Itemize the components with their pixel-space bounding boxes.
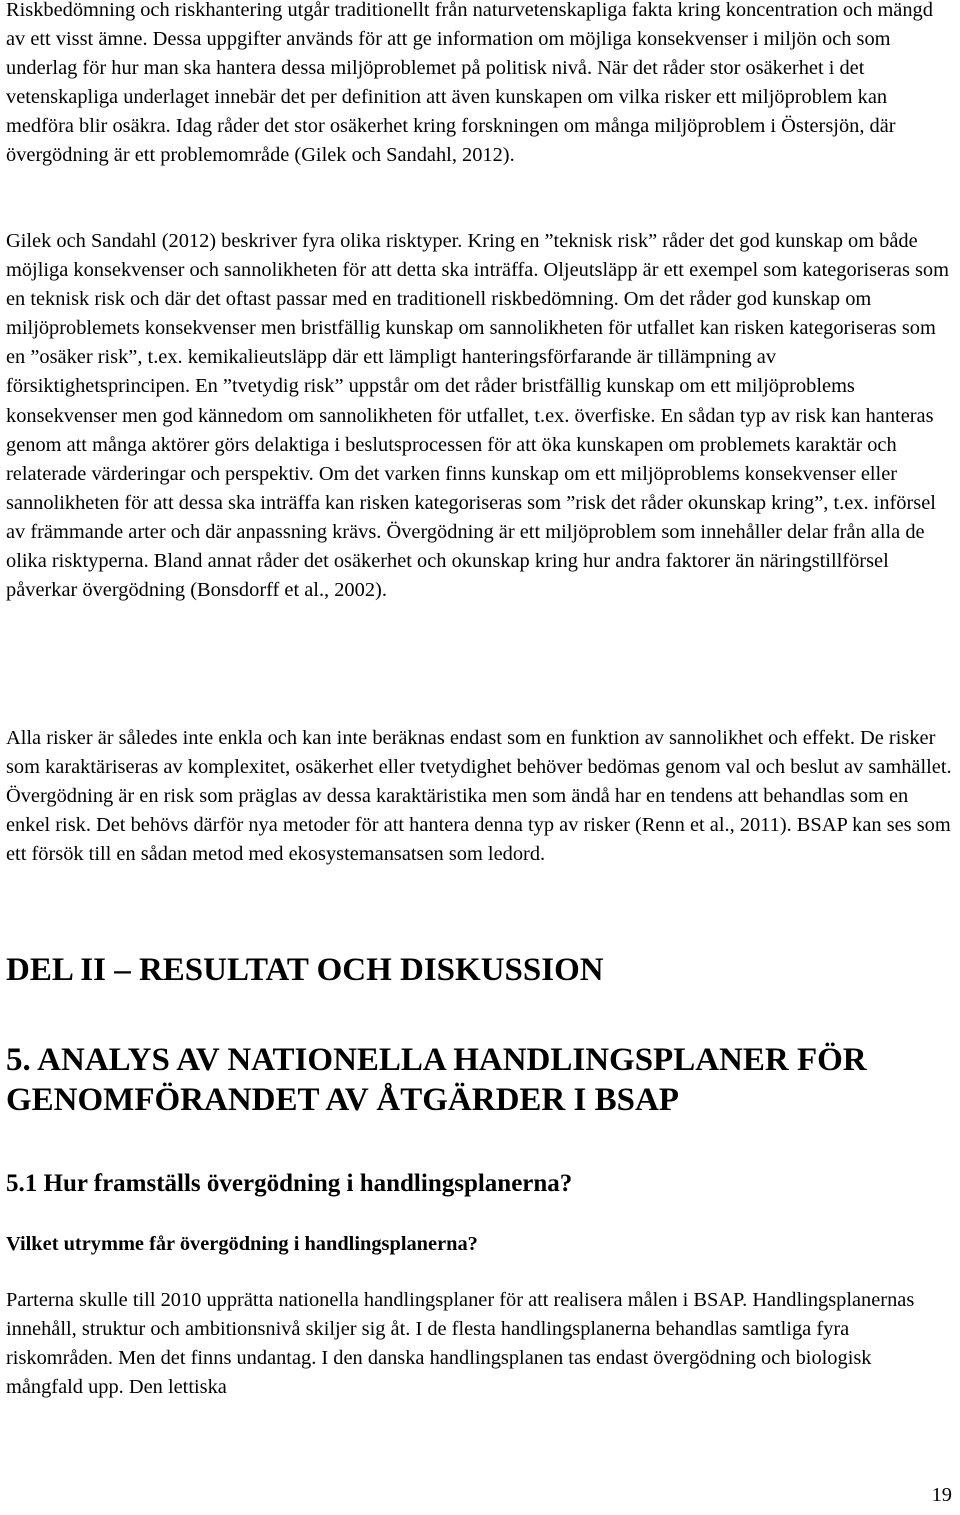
part-heading: DEL II – RESULTAT OCH DISKUSSION [6, 952, 604, 988]
body-paragraph: Riskbedömning och riskhantering utgår traditionellt från naturvetenskapliga fakta kring koncentration och mängd av ett visst ämne. Dessa uppgifter används för att ge information om möjliga konsekvenser i miljön och som underlag för hur man ska hantera dessa miljöproblemet på politisk nivå. När det råder stor osäkerhet i det vetenskapliga underlaget innebär det per definition att även kunskapen om vilka risker ett miljöproblem kan medföra blir osäkra. Idag råder det stor osäkerhet kring forskningen om många miljöproblem i Östersjön, där övergödning är ett problemområde (Gilek och Sandahl, 2012). [6, 0, 933, 167]
subsection-heading: 5.1 Hur framställs övergödning i handlingsplanerna? [6, 1170, 573, 1197]
question-heading: Vilket utrymme får övergödning i handlingsplanerna? [6, 1233, 478, 1255]
body-paragraph: Parterna skulle till 2010 upprätta nationella handlingsplaner för att realisera målen i BSAP. Handlingsplanernas innehåll, struktur och ambitionsnivå skiljer sig åt. I de flesta handlingsplanerna behandlas samtliga fyra riskområden. Men det finns undantag. I den danska handlingsplanen tas endast övergödning och biologisk mångfald upp. Den lettiska [6, 1289, 915, 1399]
section-heading: 5. ANALYS AV NATIONELLA HANDLINGSPLANER FÖR GENOMFÖRANDET AV ÅTGÄRDER I BSAP [6, 1042, 867, 1118]
body-paragraph: Alla risker är således inte enkla och kan inte beräknas endast som en funktion av sannolikhet och effekt. De risker som karaktäriseras av komplexitet, osäkerhet eller tvetydighet behöver bedömas genom val och beslut av samhället. Övergödning är en risk som präglas av dessa karaktäristika men som ändå har en tendens att behandlas som en enkel risk. Det behövs därför nya metoder för att hantera denna typ av risker (Renn et al., 2011). BSAP kan ses som ett försök till en sådan metod med ekosystemansatsen som ledord. [6, 727, 952, 866]
page-number: 19 [931, 1484, 952, 1506]
body-paragraph: Gilek och Sandahl (2012) beskriver fyra olika risktyper. Kring en ”teknisk risk” råder det god kunskap om både möjliga konsekvenser och sannolikheten för att detta ska inträffa. Oljeutsläpp är ett exempel som kategoriseras som en teknisk risk och där det oftast passar med en traditionell riskbedömning. Om det råder god kunskap om miljöproblemets konsekvenser men bristfällig kunskap om sannolikheten för utfallet kan risken kategoriseras som en ”osäker risk”, t.ex. kemikalieutsläpp där ett lämpligt hanteringsförfarande är tillämpning av försiktighetsprincipen. En ”tvetydig risk” uppstår om det råder bristfällig kunskap om ett miljöproblems konsekvenser men god kännedom om sannolikheten för utfallet, t.ex. överfiske. En sådan typ av risk kan hanteras genom att många aktörer görs delaktiga i beslutsprocessen för att öka kunskapen om problemets karaktär och relaterade värderingar och perspektiv. Om det varken finns kunskap om ett miljöproblems konsekvenser eller sannolikheten för att dessa ska inträffa kan risken kategoriseras som ”risk det råder okunskap kring”, t.ex. införsel av främmande arter och där anpassning krävs. Övergödning är ett miljöproblem som innehåller delar från alla de olika risktyperna. Bland annat råder det osäkerhet och okunskap kring hur andra faktorer än näringstillförsel påverkar övergödning (Bonsdorff et al., 2002). [6, 230, 949, 602]
